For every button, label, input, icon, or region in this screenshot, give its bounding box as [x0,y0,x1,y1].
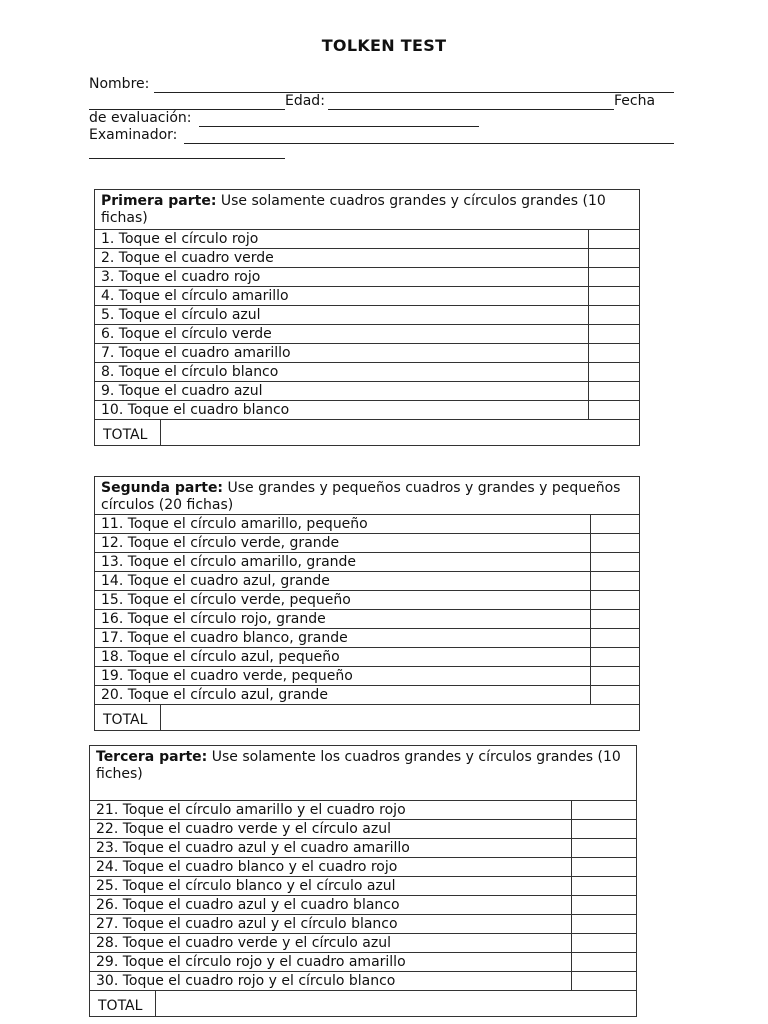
table-row [90,915,637,934]
table-row [90,858,637,877]
score-cell-20[interactable] [591,686,640,705]
section-3-description: Use solamente los cuadros grandes y círculos grandes (10 fiches) [96,749,621,782]
item-9: 9. Toque el cuadro azul [95,382,589,401]
score-cell-15[interactable] [591,591,640,610]
table-row [95,325,640,344]
section-3-total-row [90,991,637,1017]
item-10: 10. Toque el cuadro blanco [95,401,589,420]
score-cell-9[interactable] [589,382,640,401]
nombre-field-continued[interactable] [89,93,285,110]
table-row [90,877,637,896]
item-25: 25. Toque el círculo blanco y el círculo azul [90,877,572,896]
item-19: 19. Toque el cuadro verde, pequeño [95,667,591,686]
score-cell-2[interactable] [589,249,640,268]
table-row [95,610,640,629]
examinador-field[interactable] [184,127,674,144]
examinador-field-continued[interactable] [89,144,285,159]
score-cell-7[interactable] [589,344,640,363]
section-1-description: Use solamente cuadros grandes y círculos grandes (10 fichas) [101,193,606,226]
table-row [95,686,640,705]
item-29: 29. Toque el círculo rojo y el cuadro amarillo [90,953,572,972]
score-cell-1[interactable] [589,230,640,249]
section-1-total-row [95,420,640,446]
fecha-field[interactable] [199,110,479,127]
section-2-header [95,477,640,515]
section-1-table [94,189,640,446]
item-17: 17. Toque el cuadro blanco, grande [95,629,591,648]
nombre-field[interactable] [154,76,674,93]
edad-field[interactable] [328,93,614,110]
section-2-total-field[interactable] [161,705,639,730]
table-row [95,667,640,686]
section-1-total-label: TOTAL [95,420,161,445]
fecha-label: Fecha [614,93,656,109]
item-8: 8. Toque el círculo blanco [95,363,589,382]
item-11: 11. Toque el círculo amarillo, pequeño [95,515,591,534]
section-3-table [89,745,637,1017]
table-row [90,801,637,820]
item-30: 30. Toque el cuadro rojo y el círculo blanco [90,972,572,991]
table-row [90,934,637,953]
score-cell-19[interactable] [591,667,640,686]
item-24: 24. Toque el cuadro blanco y el cuadro rojo [90,858,572,877]
item-26: 26. Toque el cuadro azul y el cuadro blanco [90,896,572,915]
section-1-heading: Primera parte: [101,193,217,209]
score-cell-18[interactable] [591,648,640,667]
score-cell-30[interactable] [572,972,637,991]
item-3: 3. Toque el cuadro rojo [95,268,589,287]
table-row [95,591,640,610]
score-cell-22[interactable] [572,820,637,839]
item-12: 12. Toque el círculo verde, grande [95,534,591,553]
item-15: 15. Toque el círculo verde, pequeño [95,591,591,610]
document-title: TOLKEN TEST [321,36,447,55]
table-row [90,972,637,991]
score-cell-28[interactable] [572,934,637,953]
table-row [95,382,640,401]
score-cell-11[interactable] [591,515,640,534]
score-cell-3[interactable] [589,268,640,287]
score-cell-16[interactable] [591,610,640,629]
section-1-total-field[interactable] [161,420,639,445]
score-cell-10[interactable] [589,401,640,420]
item-20: 20. Toque el círculo azul, grande [95,686,591,705]
item-5: 5. Toque el círculo azul [95,306,589,325]
table-row [95,534,640,553]
examinador-label: Examinador: [89,127,178,143]
table-row [95,268,640,287]
score-cell-27[interactable] [572,915,637,934]
item-13: 13. Toque el círculo amarillo, grande [95,553,591,572]
score-cell-26[interactable] [572,896,637,915]
score-cell-25[interactable] [572,877,637,896]
item-16: 16. Toque el círculo rojo, grande [95,610,591,629]
score-cell-29[interactable] [572,953,637,972]
table-row [95,363,640,382]
score-cell-4[interactable] [589,287,640,306]
section-2-description: Use grandes y pequeños cuadros y grandes y pequeños círculos (20 fichas) [101,480,621,513]
section-3-total-label: TOTAL [90,991,156,1016]
score-cell-13[interactable] [591,553,640,572]
table-row [90,820,637,839]
table-row [95,553,640,572]
score-cell-21[interactable] [572,801,637,820]
table-row [95,515,640,534]
section-2-table [94,476,640,731]
fecha-label-continued: de evaluación: [89,110,192,126]
table-row [90,839,637,858]
nombre-label: Nombre: [89,76,150,92]
score-cell-12[interactable] [591,534,640,553]
item-2: 2. Toque el cuadro verde [95,249,589,268]
section-1-header [95,190,640,230]
table-row [95,572,640,591]
section-2-total-row [95,705,640,731]
item-23: 23. Toque el cuadro azul y el cuadro amarillo [90,839,572,858]
item-4: 4. Toque el círculo amarillo [95,287,589,306]
score-cell-8[interactable] [589,363,640,382]
table-row [95,344,640,363]
table-row [95,401,640,420]
item-14: 14. Toque el cuadro azul, grande [95,572,591,591]
score-cell-24[interactable] [572,858,637,877]
item-18: 18. Toque el círculo azul, pequeño [95,648,591,667]
score-cell-6[interactable] [589,325,640,344]
table-row [95,629,640,648]
score-cell-17[interactable] [591,629,640,648]
table-row [95,287,640,306]
score-cell-23[interactable] [572,839,637,858]
score-cell-5[interactable] [589,306,640,325]
item-28: 28. Toque el cuadro verde y el círculo azul [90,934,572,953]
table-row [90,896,637,915]
table-row [95,648,640,667]
edad-label: Edad: [285,93,325,109]
section-2-heading: Segunda parte: [101,480,224,496]
table-row [95,230,640,249]
table-row [95,306,640,325]
item-1: 1. Toque el círculo rojo [95,230,589,249]
item-7: 7. Toque el cuadro amarillo [95,344,589,363]
item-27: 27. Toque el cuadro azul y el círculo blanco [90,915,572,934]
section-3-heading: Tercera parte: [96,749,208,765]
section-3-total-field[interactable] [156,991,636,1016]
item-22: 22. Toque el cuadro verde y el círculo azul [90,820,572,839]
section-3-header [90,746,637,801]
score-cell-14[interactable] [591,572,640,591]
table-row [90,953,637,972]
table-row [95,249,640,268]
section-2-total-label: TOTAL [95,705,161,730]
item-6: 6. Toque el círculo verde [95,325,589,344]
item-21: 21. Toque el círculo amarillo y el cuadro rojo [90,801,572,820]
